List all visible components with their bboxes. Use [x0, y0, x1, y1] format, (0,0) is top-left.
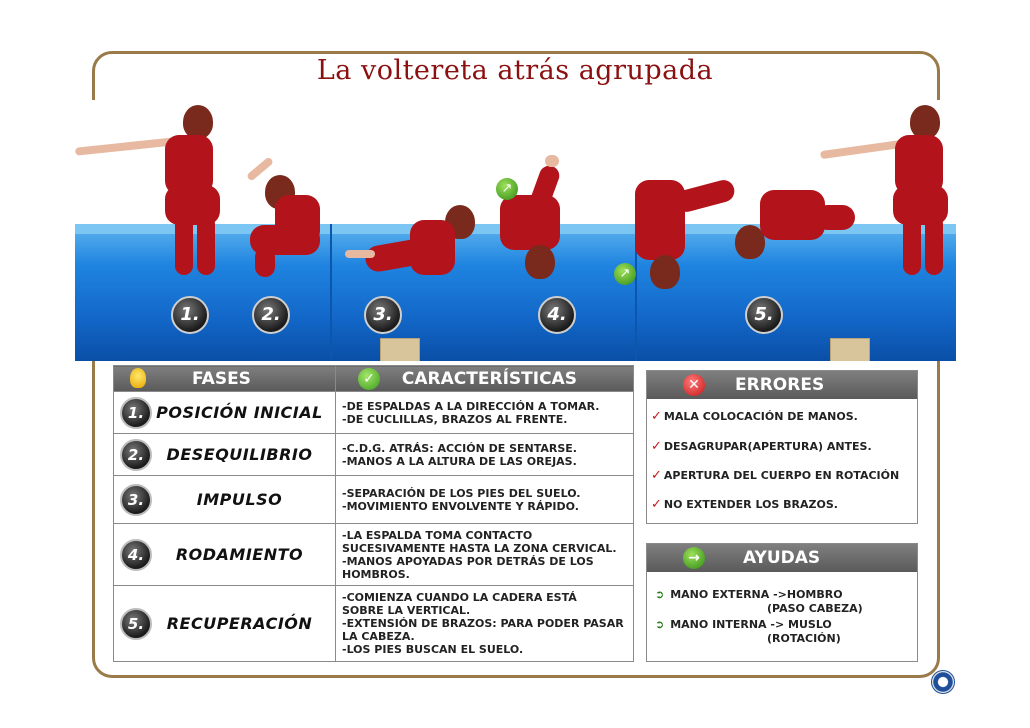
phase-number-badge: 2. — [120, 439, 152, 471]
phase-name: POSICIÓN INICIAL — [156, 403, 323, 422]
phase-cell — [114, 524, 336, 586]
check-mark-icon: ✓ — [651, 409, 662, 424]
mat-support-block — [830, 338, 870, 361]
arrow-right-icon: → — [683, 547, 705, 569]
check-icon: ✓ — [358, 368, 380, 390]
phase-badge-2: 2. — [252, 296, 290, 334]
phase-cell — [114, 586, 336, 662]
error-item: ✓ DESAGRUPAR(APERTURA) ANTES. — [651, 439, 872, 454]
table-row — [114, 524, 634, 586]
illustration-scene — [75, 100, 956, 361]
errors-header: ✕ ERRORES — [647, 371, 917, 399]
help-item: ➲ MANO EXTERNA ->HOMBRO — [655, 588, 843, 601]
characteristics-cell: -DE ESPALDAS A LA DIRECCIÓN A TOMAR. -DE CUCLILLAS, BRAZOS AL FRENTE. — [336, 392, 634, 434]
phase-number-badge: 3. — [120, 484, 152, 516]
error-item: ✓ APERTURA DEL CUERPO EN ROTACIÓN — [651, 468, 900, 483]
phase-name: DESEQUILIBRIO — [166, 445, 313, 464]
phases-table — [113, 365, 634, 662]
help-item-detail: (ROTACIÓN) — [767, 632, 841, 645]
turn-arrow-icon: ➲ — [655, 618, 665, 631]
rotation-arrow-icon: ↗ — [614, 263, 636, 285]
table-row — [114, 476, 634, 524]
phase-badge-3: 3. — [364, 296, 402, 334]
phase-cell — [114, 392, 336, 434]
close-icon: ✕ — [683, 374, 705, 396]
characteristics-cell: -LA ESPALDA TOMA CONTACTO SUCESIVAMENTE HASTA LA ZONA CERVICAL. -MANOS APOYADAS POR DETRÁS DE LOS HOMBROS. — [336, 524, 634, 586]
mat-seam — [330, 224, 332, 361]
phase-number-badge: 4. — [120, 539, 152, 571]
help-panel — [646, 543, 918, 662]
error-item: ✓ NO EXTENDER LOS BRAZOS. — [651, 497, 838, 512]
phase-number-badge: 1. — [120, 397, 152, 429]
check-mark-icon: ✓ — [651, 468, 662, 483]
characteristics-cell: -COMIENZA CUANDO LA CADERA ESTÁ SOBRE LA VERTICAL. -EXTENSIÓN DE BRAZOS: PARA PODER PASAR LA CABEZA. -LOS PIES BUSCAN EL SUELO. — [336, 586, 634, 662]
check-mark-icon: ✓ — [651, 497, 662, 512]
characteristics-cell: -C.D.G. ATRÁS: ACCIÓN DE SENTARSE. -MANOS A LA ALTURA DE LAS OREJAS. — [336, 434, 634, 476]
header-fases: FASES — [114, 366, 336, 392]
page-title: La voltereta atrás agrupada — [316, 55, 714, 86]
phase-cell — [114, 476, 336, 524]
table-row — [114, 434, 634, 476]
turn-arrow-icon: ➲ — [655, 588, 665, 601]
header-caracteristicas: ✓ CARACTERÍSTICAS — [336, 366, 634, 392]
phase-badge-5: 5. — [745, 296, 783, 334]
author-logo-icon — [931, 670, 955, 694]
phase-cell — [114, 434, 336, 476]
mat-support-block — [380, 338, 420, 361]
phase-badge-1: 1. — [171, 296, 209, 334]
rotation-arrow-icon: ↗ — [496, 178, 518, 200]
error-item: ✓ MALA COLOCACIÓN DE MANOS. — [651, 409, 858, 424]
help-item: ➲ MANO INTERNA -> MUSLO — [655, 618, 832, 631]
phase-badge-4: 4. — [538, 296, 576, 334]
characteristics-cell: -SEPARACIÓN DE LOS PIES DEL SUELO. -MOVIMIENTO ENVOLVENTE Y RÁPIDO. — [336, 476, 634, 524]
table-row — [114, 392, 634, 434]
help-item-detail: (PASO CABEZA) — [767, 602, 863, 615]
check-mark-icon: ✓ — [651, 439, 662, 454]
table-row — [114, 586, 634, 662]
lightbulb-icon — [130, 368, 146, 388]
phase-name: RECUPERACIÓN — [166, 614, 313, 633]
phase-name: IMPULSO — [196, 490, 283, 509]
help-header: → AYUDAS — [647, 544, 917, 572]
errors-panel — [646, 370, 918, 524]
phase-number-badge: 5. — [120, 608, 152, 640]
phase-name: RODAMIENTO — [175, 545, 304, 564]
